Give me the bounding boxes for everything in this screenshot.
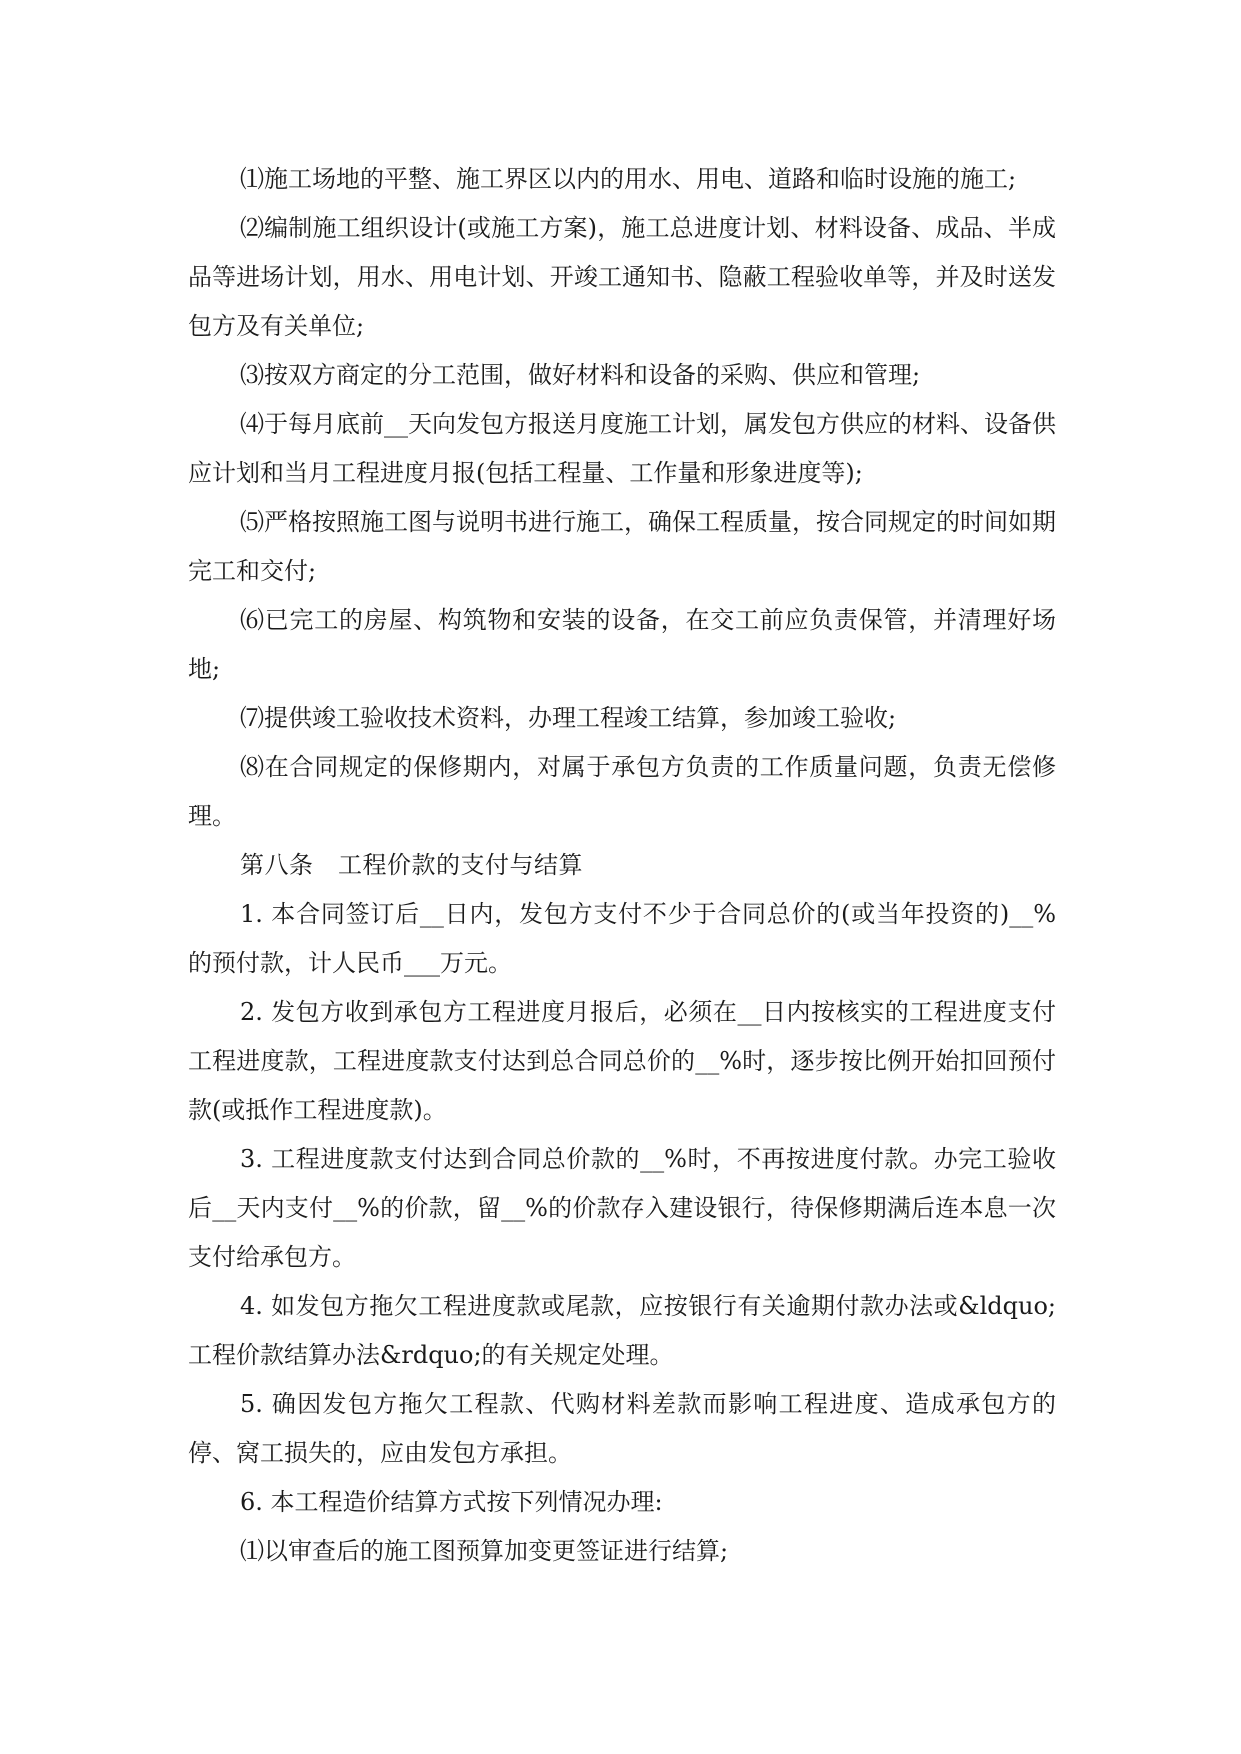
clause-item-5: ⑸严格按照施工图与说明书进行施工，确保工程质量，按合同规定的时间如期完工和交付; <box>188 508 1056 585</box>
payment-clause-2: 2. 发包方收到承包方工程进度月报后，必须在__日内按核实的工程进度支付工程进度款，工程进度款支付达到总合同总价的__%时，逐步按比例开始扣回预付款(或抵作工程进度款)。 <box>188 998 1056 1124</box>
clause-item-3: ⑶按双方商定的分工范围，做好材料和设备的采购、供应和管理; <box>240 361 921 389</box>
clause-item-7: ⑺提供竣工验收技术资料，办理工程竣工结算，参加竣工验收; <box>240 704 897 732</box>
document-body <box>188 155 1056 1576</box>
clause-item-8: ⑻在合同规定的保修期内，对属于承包方负责的工作质量问题，负责无偿修理。 <box>188 753 1056 830</box>
payment-clause-5: 5. 确因发包方拖欠工程款、代购材料差款而影响工程进度、造成承包方的停、窝工损失的，应由发包方承担。 <box>188 1390 1056 1467</box>
article-eight-heading: 第八条 工程价款的支付与结算 <box>240 851 583 879</box>
payment-clause-4: 4. 如发包方拖欠工程进度款或尾款，应按银行有关逾期付款办法或&ldquo;工程价款结算办法&rdquo;的有关规定处理。 <box>188 1292 1056 1369</box>
payment-clause-3: 3. 工程进度款支付达到合同总价款的__%时，不再按进度付款。办完工验收后__天内支付__%的价款，留__%的价款存入建设银行，待保修期满后连本息一次支付给承包方。 <box>188 1145 1056 1271</box>
clause-item-6: ⑹已完工的房屋、构筑物和安装的设备，在交工前应负责保管，并清理好场地; <box>188 606 1056 683</box>
clause-item-1: ⑴施工场地的平整、施工界区以内的用水、用电、道路和临时设施的施工; <box>240 165 1017 193</box>
payment-clause-6: 6. 本工程造价结算方式按下列情况办理: <box>240 1488 663 1516</box>
payment-clause-1: 1. 本合同签订后__日内，发包方支付不少于合同总价的(或当年投资的)__%的预付款，计人民币___万元。 <box>188 900 1056 977</box>
settlement-method-1: ⑴以审查后的施工图预算加变更签证进行结算; <box>240 1537 729 1565</box>
clause-item-4: ⑷于每月底前__天向发包方报送月度施工计划，属发包方供应的材料、设备供应计划和当月工程进度月报(包括工程量、工作量和形象进度等); <box>188 410 1056 487</box>
clause-item-2: ⑵编制施工组织设计(或施工方案)，施工总进度计划、材料设备、成品、半成品等进场计划，用水、用电计划、开竣工通知书、隐蔽工程验收单等，并及时送发包方及有关单位; <box>188 214 1056 340</box>
